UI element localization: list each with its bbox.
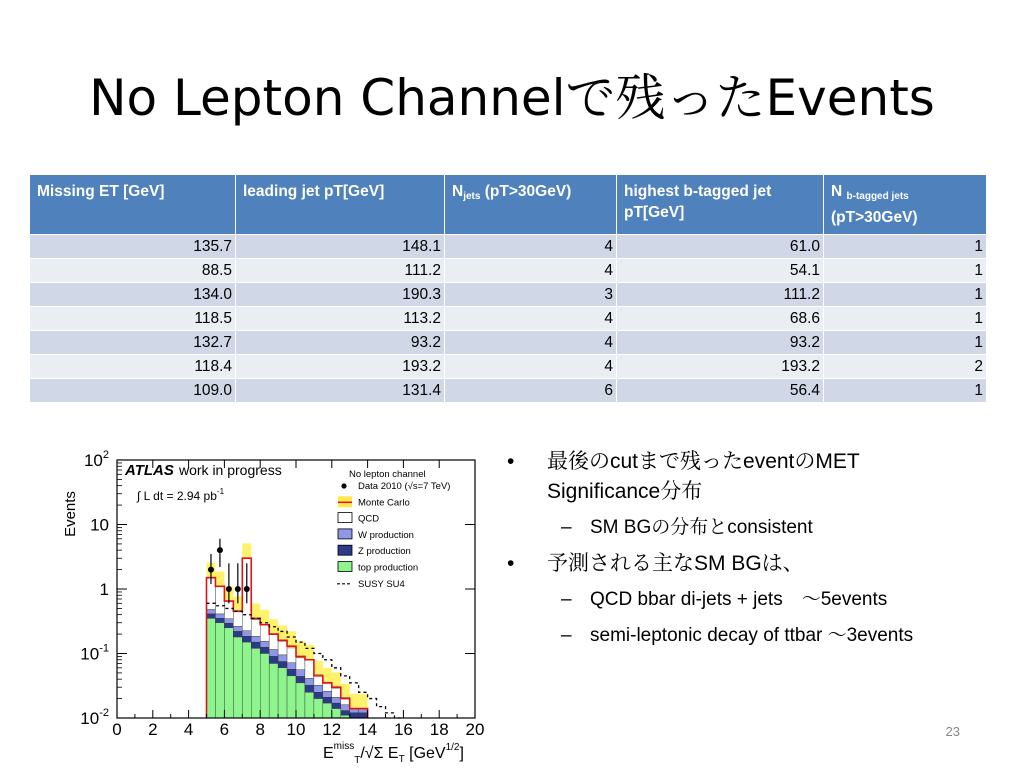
legend-label: W production — [358, 529, 414, 541]
y-tick-label — [84, 449, 109, 470]
qcd-bar — [305, 659, 314, 678]
x-tick-label: 14 — [358, 720, 378, 739]
qcd-bar — [260, 625, 269, 641]
data-point — [244, 586, 250, 592]
table-cell: 4 — [445, 331, 617, 355]
table-cell: 118.5 — [30, 307, 236, 331]
header-missing-et: Missing ET [GeV] — [30, 175, 236, 235]
y-tick-label — [80, 643, 109, 664]
top-production-bar — [260, 654, 269, 719]
legend-label: SUSY SU4 — [358, 578, 405, 590]
z-production-bar — [296, 676, 305, 682]
w-production-bar — [233, 626, 242, 631]
y-tick-label — [100, 580, 109, 599]
slide-title: No Lepton Channelで残ったEvents — [89, 69, 935, 127]
qcd-bar — [332, 688, 341, 697]
w-production-bar — [332, 697, 341, 703]
table-header-row — [30, 175, 987, 235]
lumi-label — [136, 487, 225, 503]
legend-label: QCD — [358, 513, 380, 525]
qcd-bar — [233, 610, 242, 626]
top-production-bar — [207, 618, 216, 718]
y-tick-base: 10 — [80, 709, 100, 728]
x-axis-label-part: T — [354, 755, 361, 766]
table-cell: 88.5 — [30, 259, 236, 283]
top-production-bar — [242, 642, 251, 718]
legend-label: Data 2010 (√s=7 TeV) — [358, 481, 451, 492]
table-cell: 2 — [824, 355, 987, 379]
table-cell: 1 — [824, 259, 987, 283]
table-cell: 61.0 — [617, 235, 824, 259]
table-cell: 1 — [824, 307, 987, 331]
x-axis-label-part: ] — [459, 745, 464, 762]
x-tick-label: 0 — [112, 720, 122, 739]
y-tick-label — [80, 707, 109, 728]
x-axis-label-part: E — [323, 745, 334, 762]
table-cell: 190.3 — [236, 283, 445, 307]
w-production-bar — [278, 655, 287, 662]
z-production-bar — [215, 618, 224, 622]
table-cell: 3 — [445, 283, 617, 307]
table-cell: 1 — [824, 379, 987, 403]
qcd-bar — [296, 658, 305, 670]
table-row — [30, 235, 987, 259]
bullet-text: SM BGの分布とconsistent — [590, 517, 813, 538]
table-cell: 4 — [445, 235, 617, 259]
table-cell: 148.1 — [236, 235, 445, 259]
top-production-bar — [278, 668, 287, 718]
top-production-bar — [215, 623, 224, 718]
table-row — [30, 355, 987, 379]
x-tick-label: 12 — [322, 720, 342, 739]
table-cell: 4 — [445, 355, 617, 379]
z-production-bar — [233, 631, 242, 637]
table-cell: 1 — [824, 283, 987, 307]
table-row — [30, 331, 987, 355]
w-production-bar — [269, 650, 278, 657]
w-production-bar — [207, 610, 216, 614]
header-leading-jet-pt: leading jet pT[GeV] — [236, 175, 445, 235]
table-row — [30, 379, 987, 403]
x-axis-label-part: [GeV — [404, 745, 446, 762]
qcd-bar — [269, 635, 278, 650]
table-row — [30, 259, 987, 283]
y-tick-exponent: -2 — [99, 707, 109, 719]
z-production-bar — [251, 642, 260, 648]
z-production-bar — [207, 614, 216, 618]
legend-label: top production — [358, 562, 419, 574]
header-nbjets-sub: b-tagged jets — [846, 191, 909, 202]
table-cell: 93.2 — [236, 331, 445, 355]
lumi-text: ∫ L dt = 2.94 pb — [137, 489, 217, 503]
bullet-list — [503, 447, 973, 657]
y-tick-exponent: -1 — [99, 642, 109, 655]
top-production-bar — [314, 699, 323, 718]
z-production-bar — [350, 713, 359, 718]
x-axis-label — [323, 741, 464, 766]
x-tick-label: 6 — [219, 720, 230, 739]
table-cell: 1 — [824, 235, 987, 259]
table-cell: 111.2 — [617, 283, 824, 307]
z-production-bar — [332, 703, 341, 708]
table-cell: 134.0 — [30, 283, 236, 307]
top-production-bar — [269, 663, 278, 718]
w-production-bar — [314, 685, 323, 692]
table-cell: 54.1 — [617, 259, 824, 283]
x-tick-label: 2 — [148, 720, 158, 739]
z-production-bar — [305, 685, 314, 692]
work-in-progress-label: work in progress — [179, 462, 282, 478]
z-production-bar — [224, 623, 233, 628]
header-bjet-pt: highest b-tagged jet pT[GeV] — [617, 175, 824, 235]
table-cell: 6 — [445, 379, 617, 403]
bullet-item — [503, 447, 973, 507]
legend-label: Z production — [358, 546, 411, 558]
header-njets — [445, 175, 617, 235]
z-production-bar — [260, 647, 269, 653]
w-production-bar — [260, 641, 269, 647]
bullet-text: 最後のcutまで残ったeventのMET Significance分布 — [547, 450, 860, 503]
w-production-bar — [305, 678, 314, 685]
sub-bullet-item — [503, 585, 973, 615]
qcd-bar — [215, 586, 224, 614]
header-nbjets-main: N — [831, 183, 847, 200]
table-cell: 118.4 — [30, 355, 236, 379]
bullet-marker: • — [507, 450, 515, 473]
top-production-bar — [287, 676, 296, 718]
x-axis-label-part: miss — [333, 741, 355, 752]
w-production-bar — [251, 636, 260, 642]
bullet-marker: • — [507, 552, 515, 575]
bullet-text: semi-leptonic decay of ttbar ～3events — [590, 625, 914, 646]
x-tick-label: 18 — [429, 720, 449, 739]
bullet-text: 予測される主なSM BGは、 — [547, 552, 804, 575]
x-axis-label-part: /√Σ E — [360, 745, 399, 762]
top-production-bar — [305, 692, 314, 718]
x-tick-label: 16 — [393, 720, 413, 739]
legend-swatch-top — [338, 562, 352, 572]
qcd-bar — [251, 620, 260, 637]
w-production-bar — [215, 614, 224, 618]
top-production-bar — [224, 628, 233, 718]
bullet-item — [503, 549, 973, 579]
top-production-bar — [296, 683, 305, 718]
x-axis-label-part: 1/2 — [445, 742, 460, 753]
page-number: 23 — [945, 724, 960, 739]
z-production-bar — [278, 662, 287, 668]
top-production-bar — [332, 709, 341, 718]
table-cell: 113.2 — [236, 307, 445, 331]
table-cell: 193.2 — [617, 355, 824, 379]
data-point — [235, 586, 241, 592]
table-cell: 111.2 — [236, 259, 445, 283]
qcd-bar — [287, 648, 296, 663]
table-cell: 56.4 — [617, 379, 824, 403]
y-tick-base: 1 — [99, 580, 109, 599]
y-tick-label — [90, 516, 109, 535]
table-body — [30, 235, 987, 403]
data-point — [226, 586, 232, 592]
y-tick-base: 10 — [90, 515, 109, 535]
table-cell: 1 — [824, 331, 987, 355]
table-cell: 193.2 — [236, 355, 445, 379]
qcd-bar — [224, 601, 233, 619]
w-production-bar — [341, 705, 350, 711]
sub-bullet-item — [503, 513, 973, 543]
y-axis-label: Events — [62, 491, 79, 537]
header-nbjets-tail: (pT>30GeV) — [831, 209, 918, 226]
z-production-bar — [314, 692, 323, 698]
bullet-marker: – — [561, 517, 572, 538]
table-cell: 131.4 — [236, 379, 445, 403]
header-njets-sub: jets — [463, 191, 481, 202]
data-point — [217, 547, 223, 553]
header-njets-main: N — [452, 183, 464, 200]
x-tick-label: 10 — [286, 720, 306, 739]
bullet-text: QCD bbar di-jets + jets ～5events — [590, 589, 888, 610]
bullet-marker: – — [561, 589, 572, 610]
table-row — [30, 283, 987, 307]
sub-bullet-item — [503, 621, 973, 651]
lumi-exponent: -1 — [216, 487, 225, 496]
w-production-bar — [296, 670, 305, 677]
table-cell: 135.7 — [30, 235, 236, 259]
w-production-bar — [242, 631, 251, 636]
table-cell: 132.7 — [30, 331, 236, 355]
x-axis-label-part: T — [398, 754, 405, 765]
legend-label: Monte Carlo — [358, 497, 410, 509]
w-production-bar — [287, 663, 296, 670]
table-cell: 93.2 — [617, 331, 824, 355]
bullet-marker: – — [561, 625, 572, 646]
table-cell: 68.6 — [617, 307, 824, 331]
legend-swatch-w — [338, 529, 352, 539]
table-cell: 4 — [445, 307, 617, 331]
x-tick-label: 8 — [255, 720, 265, 739]
legend-swatch-qcd — [338, 513, 352, 523]
y-tick-base: 10 — [80, 644, 100, 664]
w-production-bar — [224, 619, 233, 623]
top-production-bar — [323, 703, 332, 718]
z-production-bar — [341, 711, 350, 716]
header-nbjets — [824, 175, 987, 235]
y-tick-exponent: 2 — [102, 449, 109, 461]
legend-swatch-z — [338, 545, 352, 555]
y-tick-base: 10 — [83, 451, 103, 470]
x-tick-label: 4 — [183, 720, 194, 739]
legend-data-marker — [341, 483, 346, 488]
channel-label: No lepton channel — [349, 469, 426, 480]
table-cell: 109.0 — [30, 379, 236, 403]
top-production-bar — [233, 637, 242, 718]
table-cell: 4 — [445, 259, 617, 283]
top-production-bar — [251, 648, 260, 718]
header-njets-tail: (pT>30GeV) — [480, 183, 572, 200]
events-table — [29, 174, 987, 403]
z-production-bar — [359, 713, 368, 718]
z-production-bar — [287, 669, 296, 676]
table-row — [30, 307, 987, 331]
atlas-label: ATLAS — [125, 462, 174, 479]
data-point — [208, 567, 214, 573]
qcd-bar — [278, 641, 287, 655]
w-production-bar — [323, 691, 332, 697]
z-production-bar — [269, 656, 278, 663]
x-tick-label: 20 — [465, 720, 485, 739]
z-production-bar — [323, 697, 332, 703]
z-production-bar — [242, 636, 251, 642]
met-significance-plot — [55, 440, 495, 768]
